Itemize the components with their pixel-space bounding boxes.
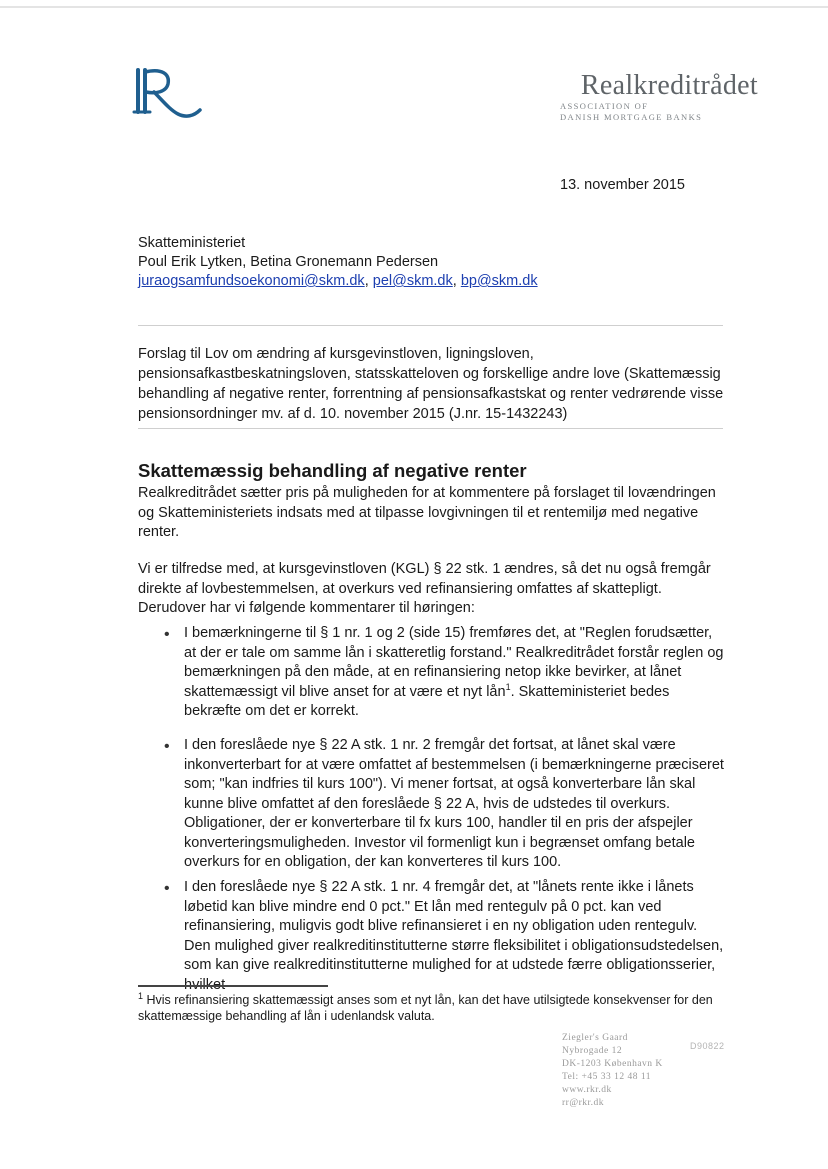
contact-line-phone: Tel: +45 33 12 48 11 — [562, 1072, 652, 1082]
page-top-edge — [0, 6, 828, 8]
recipient-org: Skatteministeriet — [138, 235, 246, 251]
comments-paragraph: Vi er tilfredse med, at kursgevinstloven (KGL) § 22 stk. 1 ændres, så det nu også fremgår direkte af lovbestemmelsen, at overkurs ved refinansiering omfattes af skattepligt. Derudover har vi følgende kommentarer til høringen: — [138, 561, 711, 616]
subject-divider-top — [138, 325, 723, 326]
contact-line-building: Ziegler's Gaard — [562, 1033, 628, 1043]
recipient-names: Poul Erik Lytken, Betina Gronemann Pedersen — [138, 254, 439, 270]
subject-divider-bottom — [138, 428, 723, 429]
footnote-text: Hvis refinansiering skattemæssigt anses som et nyt lån, kan det have utilsigtede konsekvenser for den skattemæssige behandling af lån i udenlandsk valuta. — [138, 993, 713, 1023]
email-link-bp[interactable]: bp@skm.dk — [460, 273, 538, 289]
contact-block — [562, 1032, 663, 1110]
email-separator: , — [452, 273, 461, 289]
contact-line-email: rr@rkr.dk — [562, 1098, 605, 1108]
rr-logo-icon — [132, 66, 204, 126]
footnote — [138, 992, 728, 1024]
brand-name: Realkreditrådet — [580, 70, 758, 101]
footnote-divider — [138, 985, 328, 987]
email-separator: , — [364, 273, 373, 289]
bullet-marker: • — [164, 626, 170, 643]
brand-subtitle-line-1: ASSOCIATION OF — [560, 101, 649, 111]
email-link-pel[interactable]: pel@skm.dk — [372, 273, 453, 289]
bullet-item-1-text: I bemærkningerne til § 1 nr. 1 og 2 (side 15) fremføres det, at "Reglen forudsætter, at der er tale om samme lån i skatteretlig forstand." Realkreditrådet forstår reglen og bemærkningen på den måde, at en refinansiering netop ikke bevirker, at lånet skattemæssigt vil blive anset for at være et nyt lån — [184, 625, 724, 700]
subject-text: Forslag til Lov om ændring af kursgevinstloven, ligningsloven, pensionsafkastbeskatningsloven, statsskatteloven og forskellige andre love (Skattemæssig behandling af negative renter, forrentning af pensionsafkastskat og renter vedrørende visse pensionsordninger mv. af d. 10. november 2015 (J.nr. 15-1432243) — [138, 346, 724, 422]
letter-date: 13. november 2015 — [560, 177, 685, 193]
footnote-reference: 1 — [505, 681, 511, 692]
intro-paragraph: Realkreditrådet sætter pris på muligheden for at kommentere på forslaget til lovændringen og Skatteministeriets indsats med at tilpasse lovgivningen til et rentemiljø med negative renter. — [138, 485, 716, 540]
bullet-item-1-text-end: . Skatteministeriet bedes bekræfte om det er korrekt. — [184, 683, 670, 719]
footnote-number: 1 — [138, 990, 144, 1001]
bullet-item-1 — [184, 624, 726, 722]
contact-line-website: www.rkr.dk — [562, 1085, 612, 1095]
bullet-item-2: I den foreslåede nye § 22 A stk. 1 nr. 2 fremgår det fortsat, at lånet skal være inkonverterbart for at være omfattet af bestemmelsen (i bemærkningerne præciseret som; "kan indfries til kurs 100"). Vi mener fortsat, at også konverterbare lån skal kunne blive omfattet af den foreslåede § 22 A, hvis de udstedes til overkurs. Obligationer, der er konverterbare til fx kurs 100, handler til en pris der afspejler konverteringsmuligheden. Investor vil formenligt kun i begrænset omfang betale overkurs for en obligation, der kan konverteres til kurs 100. — [184, 737, 724, 870]
contact-line-city: DK-1203 København K — [562, 1059, 663, 1069]
bullet-marker: • — [164, 880, 170, 897]
recipient-emails — [138, 271, 538, 291]
email-link-jura[interactable]: juraogsamfundsoekonomi@skm.dk — [138, 273, 365, 289]
section-heading: Skattemæssig behandling af negative renter — [138, 460, 527, 481]
document-code: D90822 — [690, 1041, 725, 1051]
contact-line-street: Nybrogade 12 — [562, 1046, 623, 1056]
bullet-item-3: I den foreslåede nye § 22 A stk. 1 nr. 4 fremgår det, at "lånets rente ikke i lånets løbetid kan blive mindre end 0 pct." Et lån med rentegulv på 0 pct. kan ved refinansiering, muligvis godt blive refinansieret i en ny obligation uden rentegulv. Den mulighed giver realkreditinstitutterne større fleksibilitet i obligationsudstedelsen, som kan give realkreditinstitutterne mulighed for at udstede færre obligationsserier, — [184, 879, 724, 973]
bullet-marker: • — [164, 738, 170, 755]
brand-subtitle-line-2: DANISH MORTGAGE BANKS — [560, 112, 703, 122]
